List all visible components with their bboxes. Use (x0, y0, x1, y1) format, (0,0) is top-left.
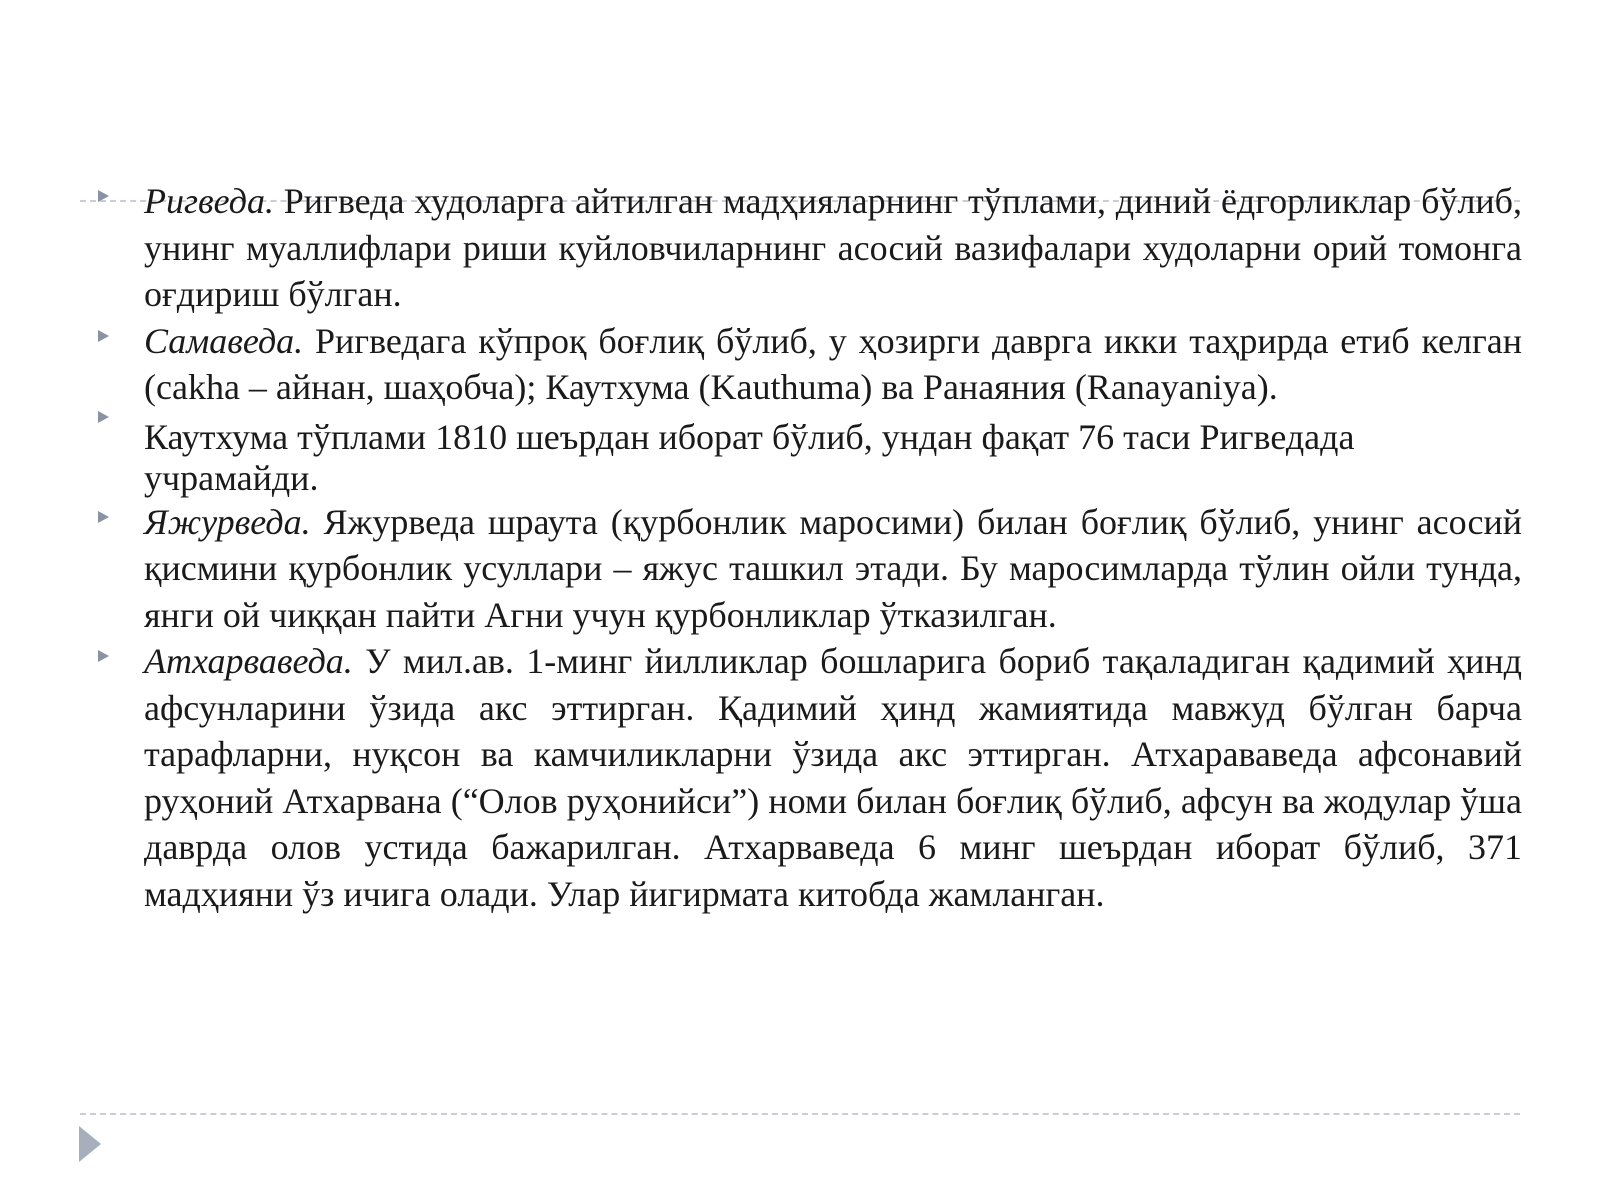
triangle-bullet-icon (98, 190, 109, 202)
bottom-divider (80, 1113, 1520, 1115)
item-text: Ригведа худоларга айтилган мадҳияларнинг тўплами, диний ёдгорликлар бўлиб, унинг муаллифлари риши куйловчиларнинг асосий вазифалари худоларни орий томонга оғдириш бўлган. (144, 181, 1522, 314)
list-item (98, 638, 1522, 917)
triangle-arrow-icon (79, 1126, 101, 1162)
list-item (98, 318, 1522, 411)
item-text: У мил.ав. 1-минг йилликлар бошларига бориб тақаладиган қадимий ҳинд афсунларини ўзида акс эттирган. Қадимий ҳинд жамиятида мавжуд бўлган барча тарафларни, нуқсон ва камчиликларни ўзида акс эттирган. Атхарававеда афсонавий руҳоний Атхарвана (“Олов руҳонийси”) номи билан боғлиқ бўлиб, афсун ва жодулар ўша даврда олов устида бажарилган. Атхарваведа 6 минг шеърдан иборат бўлиб, 371 мадҳияни ўз ичига олади. Улар йигирмата китобда жамланган. (144, 641, 1522, 914)
list-item (98, 499, 1522, 639)
item-term: Ригведа. (144, 181, 274, 221)
item-term: Атхарваведа. (144, 641, 353, 681)
item-term: Самаведа. (144, 320, 304, 361)
item-text: Яжурведа шраута (қурбонлик маросими) билан боғлиқ бўлиб, унинг асосий қисмини қурбонлик усуллари – яжус ташкил этади. Бу маросимларда тўлин ойли тунда, янги ой чиққан пайти Агни учун қурбонликлар ўтказилган. (144, 501, 1522, 635)
item-text: Каутхума тўплами 1810 шеърдан иборат бўлиб, ундан фақат 76 таси Ригведада учрамайди. (144, 416, 1355, 498)
slide-body (98, 178, 1522, 917)
triangle-bullet-icon (98, 330, 109, 342)
list-item (98, 411, 1522, 499)
item-term: Яжурведа. (144, 501, 311, 542)
triangle-bullet-icon (98, 511, 109, 523)
item-text: Ригведага кўпроқ боғлиқ бўлиб, у ҳозирги даврга икки таҳрирда етиб келган (cakha – айнан, шаҳобча); Каутхума (Kauthuma) ва Ранаяния (Ranayaniya). (144, 320, 1522, 407)
triangle-bullet-icon (98, 650, 109, 662)
triangle-bullet-icon (98, 411, 109, 423)
list-item (98, 178, 1522, 318)
